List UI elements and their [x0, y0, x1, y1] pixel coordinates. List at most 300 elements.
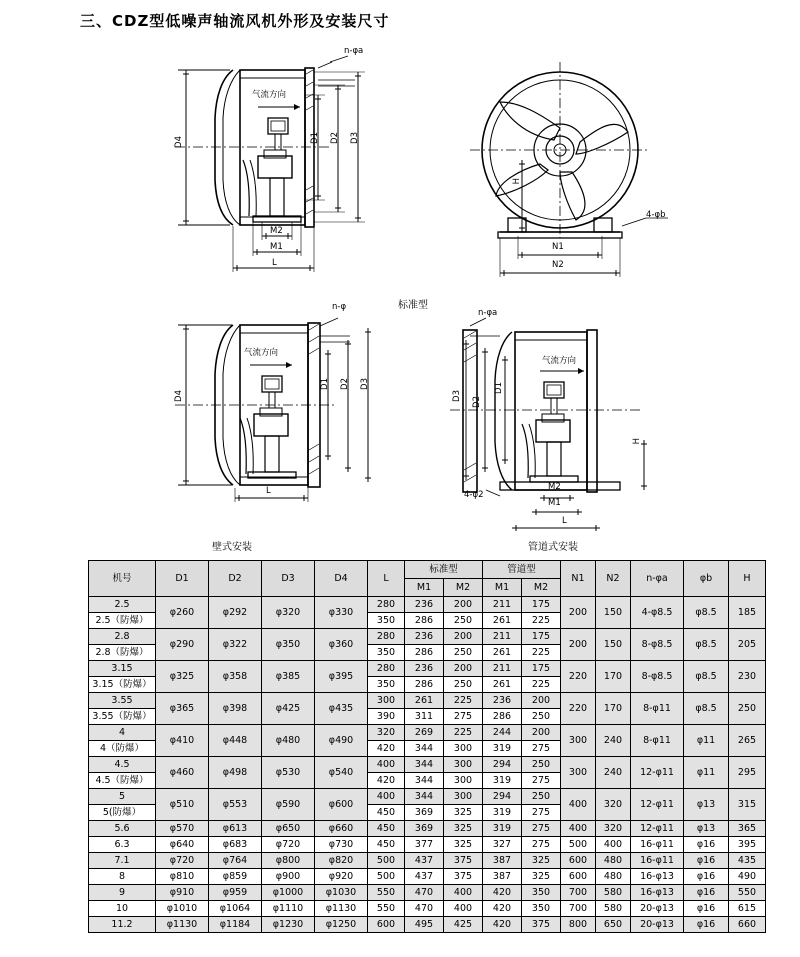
cell-n2: 150	[596, 629, 631, 661]
cell-duct-m1: 261	[483, 677, 522, 693]
cell-l: 500	[368, 853, 405, 869]
label-d2-top: D2	[330, 132, 340, 144]
cell-d3: φ1230	[262, 917, 315, 933]
cell-model: 11.2	[89, 917, 156, 933]
cell-duct-m2: 250	[522, 789, 561, 805]
label-4-phi-b: 4-φb	[646, 210, 666, 220]
table-row	[89, 885, 766, 901]
cell-n-phi-a: 12-φ11	[631, 757, 684, 789]
cell-duct-m1: 387	[483, 869, 522, 885]
page-title: 三、CDZ型低噪声轴流风机外形及安装尺寸	[80, 12, 390, 30]
table-row	[89, 757, 766, 773]
cell-phi-b: φ16	[684, 869, 729, 885]
cell-l: 320	[368, 725, 405, 741]
cell-l: 450	[368, 837, 405, 853]
cell-d3: φ480	[262, 725, 315, 757]
cell-n2: 480	[596, 869, 631, 885]
cell-n1: 600	[561, 853, 596, 869]
cell-d1: φ720	[156, 853, 209, 869]
cell-l: 450	[368, 821, 405, 837]
cell-n-phi-a: 16-φ13	[631, 869, 684, 885]
cell-phi-b: φ13	[684, 789, 729, 821]
cell-d4: φ820	[315, 853, 368, 869]
cell-standard-m1: 495	[405, 917, 444, 933]
th-h: H	[729, 561, 766, 597]
cell-d4: φ435	[315, 693, 368, 725]
cell-d1: φ1010	[156, 901, 209, 917]
cell-d3: φ720	[262, 837, 315, 853]
cell-h: 395	[729, 837, 766, 853]
label-d4-top: D4	[174, 136, 184, 148]
cell-standard-m1: 286	[405, 677, 444, 693]
label-d3-wall: D3	[360, 378, 370, 390]
label-n-phi-a-top: n-φa	[344, 46, 364, 56]
cell-duct-m2: 200	[522, 693, 561, 709]
cell-duct-m1: 244	[483, 725, 522, 741]
cell-standard-m2: 225	[444, 725, 483, 741]
cell-d2: φ322	[209, 629, 262, 661]
cell-d4: φ600	[315, 789, 368, 821]
cell-h: 615	[729, 901, 766, 917]
cell-model: 2.5	[89, 597, 156, 613]
th-model: 机号	[89, 561, 156, 597]
label-airflow-wall: 气流方向	[244, 348, 279, 358]
cell-duct-m2: 225	[522, 645, 561, 661]
cell-standard-m1: 311	[405, 709, 444, 725]
table-row	[89, 597, 766, 613]
cell-standard-m1: 286	[405, 613, 444, 629]
cell-d3: φ590	[262, 789, 315, 821]
cell-standard-m1: 369	[405, 821, 444, 837]
cell-n1: 200	[561, 629, 596, 661]
th-standard-m2: M2	[444, 579, 483, 597]
th-n-phi-a: n-φa	[631, 561, 684, 597]
cell-h: 315	[729, 789, 766, 821]
cell-duct-m2: 275	[522, 805, 561, 821]
cell-model: 3.55	[89, 693, 156, 709]
cell-standard-m2: 225	[444, 693, 483, 709]
cell-n-phi-a: 20-φ13	[631, 917, 684, 933]
cell-standard-m1: 437	[405, 853, 444, 869]
cell-n1: 220	[561, 661, 596, 693]
cell-d2: φ859	[209, 869, 262, 885]
cell-standard-m2: 300	[444, 773, 483, 789]
cell-h: 250	[729, 693, 766, 725]
label-m2-top: M2	[270, 226, 283, 236]
cell-duct-m1: 387	[483, 853, 522, 869]
cell-standard-m1: 236	[405, 629, 444, 645]
cell-phi-b: φ8.5	[684, 597, 729, 629]
cell-duct-m1: 420	[483, 885, 522, 901]
cell-duct-m2: 200	[522, 725, 561, 741]
cell-standard-m1: 470	[405, 901, 444, 917]
cell-l: 550	[368, 901, 405, 917]
cell-standard-m2: 375	[444, 853, 483, 869]
cell-d1: φ910	[156, 885, 209, 901]
cell-n-phi-a: 16-φ11	[631, 837, 684, 853]
table-row	[89, 725, 766, 741]
cell-standard-m2: 400	[444, 901, 483, 917]
cell-standard-m1: 470	[405, 885, 444, 901]
cell-n2: 170	[596, 661, 631, 693]
label-l-wall: L	[266, 486, 271, 496]
cell-d2: φ292	[209, 597, 262, 629]
cell-d2: φ1184	[209, 917, 262, 933]
cell-d1: φ1130	[156, 917, 209, 933]
cell-l: 450	[368, 805, 405, 821]
cell-duct-m1: 261	[483, 645, 522, 661]
cell-d3: φ800	[262, 853, 315, 869]
cell-n2: 240	[596, 725, 631, 757]
table-row	[89, 917, 766, 933]
cell-l: 420	[368, 741, 405, 757]
cell-n-phi-a: 12-φ11	[631, 789, 684, 821]
cell-d4: φ395	[315, 661, 368, 693]
cell-duct-m1: 211	[483, 629, 522, 645]
cell-n1: 300	[561, 725, 596, 757]
cell-model: 5	[89, 789, 156, 805]
cell-d4: φ330	[315, 597, 368, 629]
cell-l: 600	[368, 917, 405, 933]
cell-d3: φ385	[262, 661, 315, 693]
cell-h: 435	[729, 853, 766, 869]
cell-duct-m2: 225	[522, 677, 561, 693]
cell-d2: φ498	[209, 757, 262, 789]
table-row	[89, 869, 766, 885]
cell-d1: φ290	[156, 629, 209, 661]
cell-l: 280	[368, 661, 405, 677]
cell-n1: 500	[561, 837, 596, 853]
cell-standard-m1: 344	[405, 773, 444, 789]
cell-phi-b: φ11	[684, 757, 729, 789]
cell-model: 4	[89, 725, 156, 741]
cell-d2: φ358	[209, 661, 262, 693]
label-m2-duct: M2	[548, 482, 561, 492]
cell-standard-m2: 200	[444, 597, 483, 613]
cell-duct-m2: 275	[522, 821, 561, 837]
cell-d4: φ1030	[315, 885, 368, 901]
th-d3: D3	[262, 561, 315, 597]
th-l: L	[368, 561, 405, 597]
cell-d3: φ320	[262, 597, 315, 629]
cell-standard-m2: 325	[444, 821, 483, 837]
cell-d2: φ959	[209, 885, 262, 901]
cell-duct-m1: 420	[483, 901, 522, 917]
cell-d2: φ448	[209, 725, 262, 757]
cell-standard-m1: 286	[405, 645, 444, 661]
cell-l: 350	[368, 645, 405, 661]
th-d4: D4	[315, 561, 368, 597]
cell-n-phi-a: 16-φ11	[631, 853, 684, 869]
th-duct-m2: M2	[522, 579, 561, 597]
cell-l: 400	[368, 789, 405, 805]
cell-d4: φ360	[315, 629, 368, 661]
cell-d4: φ660	[315, 821, 368, 837]
cell-standard-m2: 325	[444, 805, 483, 821]
cell-d3: φ530	[262, 757, 315, 789]
cell-standard-m2: 275	[444, 709, 483, 725]
cell-d1: φ325	[156, 661, 209, 693]
cell-d1: φ810	[156, 869, 209, 885]
cell-d1: φ260	[156, 597, 209, 629]
cell-standard-m2: 200	[444, 629, 483, 645]
cell-n1: 220	[561, 693, 596, 725]
cell-duct-m1: 236	[483, 693, 522, 709]
cell-d3: φ425	[262, 693, 315, 725]
cell-d3: φ900	[262, 869, 315, 885]
cell-h: 365	[729, 821, 766, 837]
cell-n1: 300	[561, 757, 596, 789]
drawing-svg	[0, 40, 800, 550]
th-n2: N2	[596, 561, 631, 597]
cell-d4: φ920	[315, 869, 368, 885]
cell-duct-m2: 250	[522, 757, 561, 773]
table-row	[89, 837, 766, 853]
cell-standard-m1: 236	[405, 597, 444, 613]
cell-duct-m2: 375	[522, 917, 561, 933]
cell-duct-m2: 175	[522, 661, 561, 677]
cell-phi-b: φ11	[684, 725, 729, 757]
th-standard-m1: M1	[405, 579, 444, 597]
cell-l: 400	[368, 757, 405, 773]
th-d1: D1	[156, 561, 209, 597]
cell-phi-b: φ16	[684, 853, 729, 869]
cell-l: 500	[368, 869, 405, 885]
label-d1-duct: D1	[494, 382, 504, 394]
cell-d3: φ1110	[262, 901, 315, 917]
cell-n-phi-a: 20-φ13	[631, 901, 684, 917]
cell-standard-m1: 344	[405, 757, 444, 773]
cell-standard-m2: 250	[444, 677, 483, 693]
cell-duct-m1: 319	[483, 805, 522, 821]
table-row	[89, 901, 766, 917]
label-n-phi-wall: n-φ	[332, 302, 347, 312]
cell-l: 390	[368, 709, 405, 725]
cell-standard-m1: 236	[405, 661, 444, 677]
cell-standard-m2: 300	[444, 789, 483, 805]
cell-d2: φ764	[209, 853, 262, 869]
label-airflow-top: 气流方向	[252, 90, 287, 100]
cell-duct-m2: 250	[522, 709, 561, 725]
cell-d4: φ1130	[315, 901, 368, 917]
cell-duct-m1: 261	[483, 613, 522, 629]
cell-d4: φ490	[315, 725, 368, 757]
cell-standard-m2: 250	[444, 645, 483, 661]
caption-duct-mount: 管道式安装	[528, 542, 578, 553]
cell-n-phi-a: 8-φ11	[631, 693, 684, 725]
cell-h: 230	[729, 661, 766, 693]
cell-l: 280	[368, 597, 405, 613]
cell-model: 3.15（防爆）	[89, 677, 156, 693]
table-row	[89, 629, 766, 645]
cell-model: 5(防爆）	[89, 805, 156, 821]
dimensions-table-wrapper	[88, 560, 766, 933]
label-d1-top: D1	[310, 132, 320, 144]
cell-standard-m2: 425	[444, 917, 483, 933]
cell-standard-m1: 261	[405, 693, 444, 709]
cell-n1: 700	[561, 885, 596, 901]
label-d3-top: D3	[350, 132, 360, 144]
cell-duct-m1: 327	[483, 837, 522, 853]
cell-h: 490	[729, 869, 766, 885]
cell-standard-m1: 344	[405, 741, 444, 757]
cell-model: 3.55（防爆）	[89, 709, 156, 725]
cell-model: 2.8（防爆）	[89, 645, 156, 661]
cell-standard-m1: 377	[405, 837, 444, 853]
label-d4-wall: D4	[174, 390, 184, 402]
cell-standard-m2: 300	[444, 741, 483, 757]
cell-n-phi-a: 8-φ11	[631, 725, 684, 757]
cell-n2: 170	[596, 693, 631, 725]
label-d2-wall: D2	[340, 378, 350, 390]
cell-model: 5.6	[89, 821, 156, 837]
cell-h: 550	[729, 885, 766, 901]
cell-model: 4（防爆）	[89, 741, 156, 757]
cell-duct-m1: 319	[483, 741, 522, 757]
th-phi-b: φb	[684, 561, 729, 597]
label-airflow-duct: 气流方向	[542, 356, 577, 366]
label-n1: N1	[552, 242, 564, 252]
cell-model: 2.5（防爆）	[89, 613, 156, 629]
cell-l: 300	[368, 693, 405, 709]
cell-duct-m1: 319	[483, 821, 522, 837]
cell-d2: φ1064	[209, 901, 262, 917]
cell-model: 4.5（防爆）	[89, 773, 156, 789]
cell-duct-m1: 319	[483, 773, 522, 789]
cell-n1: 400	[561, 789, 596, 821]
cell-model: 8	[89, 869, 156, 885]
cell-duct-m1: 294	[483, 789, 522, 805]
cell-d1: φ460	[156, 757, 209, 789]
cell-d2: φ613	[209, 821, 262, 837]
table-header-row-1	[89, 561, 766, 579]
label-l-top: L	[272, 258, 277, 268]
table-row	[89, 693, 766, 709]
cell-n1: 400	[561, 821, 596, 837]
label-h-front: H	[512, 178, 522, 185]
cell-n-phi-a: 16-φ13	[631, 885, 684, 901]
label-d3-duct: D3	[452, 390, 462, 402]
cell-n2: 150	[596, 597, 631, 629]
cell-d1: φ640	[156, 837, 209, 853]
dimensions-table	[88, 560, 766, 933]
cell-model: 4.5	[89, 757, 156, 773]
cell-model: 2.8	[89, 629, 156, 645]
cell-d3: φ1000	[262, 885, 315, 901]
cell-duct-m2: 175	[522, 629, 561, 645]
label-m1-top: M1	[270, 242, 283, 252]
cell-duct-m2: 275	[522, 837, 561, 853]
label-4-phi-2: 4-φ2	[464, 490, 484, 500]
cell-duct-m1: 211	[483, 597, 522, 613]
cell-standard-m2: 300	[444, 757, 483, 773]
cell-d4: φ730	[315, 837, 368, 853]
cell-n1: 800	[561, 917, 596, 933]
cell-standard-m2: 325	[444, 837, 483, 853]
cell-l: 350	[368, 613, 405, 629]
cell-model: 10	[89, 901, 156, 917]
cell-d2: φ683	[209, 837, 262, 853]
cell-d3: φ650	[262, 821, 315, 837]
cell-n-phi-a: 4-φ8.5	[631, 597, 684, 629]
label-m1-duct: M1	[548, 498, 561, 508]
cell-d2: φ553	[209, 789, 262, 821]
label-n2: N2	[552, 260, 564, 270]
label-d2-duct: D2	[472, 396, 482, 408]
cell-l: 420	[368, 773, 405, 789]
label-l-duct: L	[562, 516, 567, 526]
cell-n2: 650	[596, 917, 631, 933]
cell-standard-m2: 375	[444, 869, 483, 885]
cell-phi-b: φ16	[684, 885, 729, 901]
table-body	[89, 597, 766, 933]
cell-n1: 200	[561, 597, 596, 629]
cell-duct-m2: 325	[522, 869, 561, 885]
cell-model: 6.3	[89, 837, 156, 853]
cell-duct-m2: 350	[522, 885, 561, 901]
cell-phi-b: φ8.5	[684, 693, 729, 725]
cell-n1: 600	[561, 869, 596, 885]
cell-d1: φ365	[156, 693, 209, 725]
cell-n1: 700	[561, 901, 596, 917]
caption-wall-mount: 壁式安装	[212, 542, 252, 553]
cell-phi-b: φ8.5	[684, 629, 729, 661]
cell-duct-m2: 275	[522, 741, 561, 757]
cell-duct-m2: 275	[522, 773, 561, 789]
cell-n-phi-a: 12-φ11	[631, 821, 684, 837]
cell-d1: φ570	[156, 821, 209, 837]
cell-n2: 240	[596, 757, 631, 789]
cell-n2: 320	[596, 821, 631, 837]
table-row	[89, 821, 766, 837]
cell-h: 295	[729, 757, 766, 789]
cell-d1: φ510	[156, 789, 209, 821]
cell-duct-m1: 420	[483, 917, 522, 933]
label-d1-wall: D1	[320, 378, 330, 390]
cell-duct-m1: 211	[483, 661, 522, 677]
cell-l: 350	[368, 677, 405, 693]
cell-standard-m1: 344	[405, 789, 444, 805]
cell-n2: 480	[596, 853, 631, 869]
cell-d2: φ398	[209, 693, 262, 725]
technical-drawings	[0, 40, 800, 553]
cell-standard-m2: 250	[444, 613, 483, 629]
cell-l: 280	[368, 629, 405, 645]
cell-standard-m2: 200	[444, 661, 483, 677]
table-head	[89, 561, 766, 597]
cell-standard-m2: 400	[444, 885, 483, 901]
cell-model: 9	[89, 885, 156, 901]
table-row	[89, 661, 766, 677]
cell-duct-m2: 350	[522, 901, 561, 917]
th-n1: N1	[561, 561, 596, 597]
th-duct-m1: M1	[483, 579, 522, 597]
cell-standard-m1: 437	[405, 869, 444, 885]
caption-standard-type: 标准型	[398, 300, 428, 311]
cell-d1: φ410	[156, 725, 209, 757]
table-row	[89, 789, 766, 805]
cell-duct-m2: 325	[522, 853, 561, 869]
cell-phi-b: φ8.5	[684, 661, 729, 693]
cell-model: 7.1	[89, 853, 156, 869]
cell-n2: 400	[596, 837, 631, 853]
label-h-duct: H	[632, 438, 642, 445]
cell-h: 660	[729, 917, 766, 933]
cell-n-phi-a: 8-φ8.5	[631, 629, 684, 661]
cell-model: 3.15	[89, 661, 156, 677]
cell-d4: φ1250	[315, 917, 368, 933]
cell-duct-m1: 294	[483, 757, 522, 773]
